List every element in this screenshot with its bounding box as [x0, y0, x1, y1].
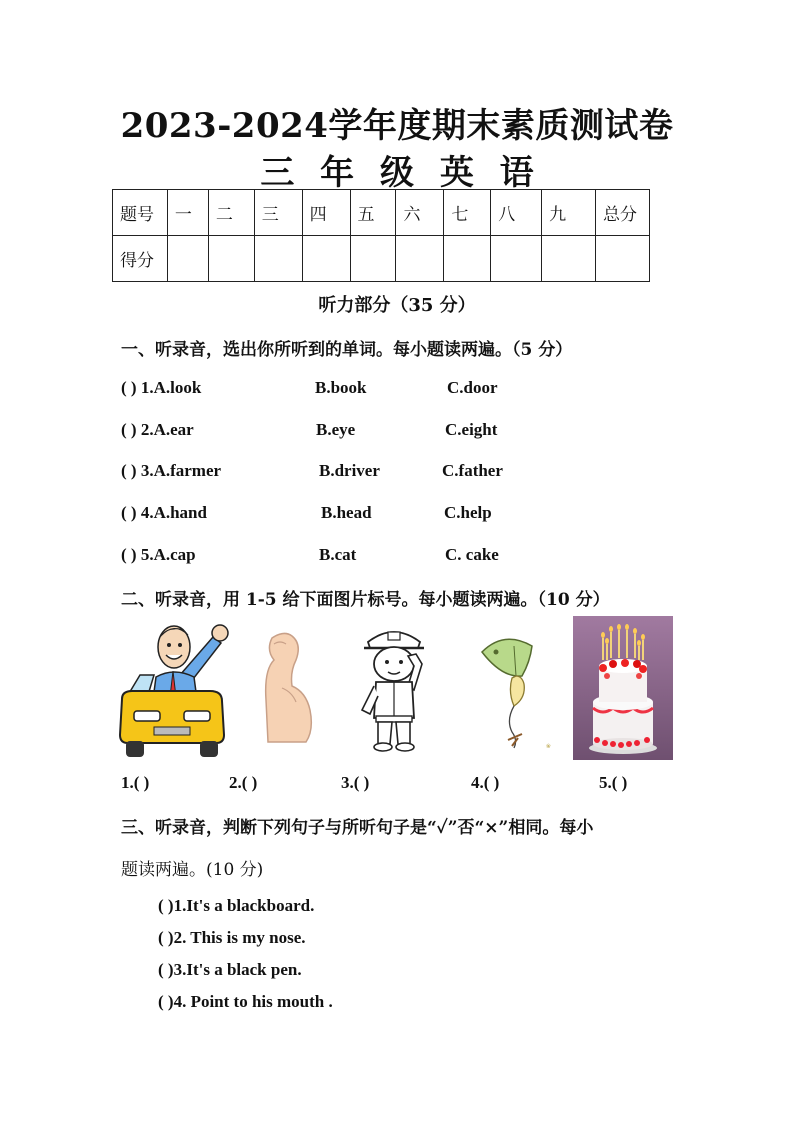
score-cell[interactable]: [444, 236, 491, 282]
listening-section-heading: 听力部分（35 分）: [318, 295, 476, 316]
score-cell[interactable]: [302, 236, 350, 282]
score-table: [112, 189, 650, 282]
table-cell: 八: [491, 190, 542, 236]
flexed-arm-picture: [262, 630, 314, 746]
part1-heading: 一、听录音，选出你所听到的单词。每小题读两遍。（5 分）: [121, 340, 573, 360]
part1-item-3-c: C.father: [442, 461, 503, 480]
kite-picture: [478, 632, 560, 756]
part1-item-5-c: C. cake: [445, 545, 499, 564]
part1-item-1-a: ( ) 1.A.look: [121, 378, 202, 397]
saluting-child-picture: [354, 620, 434, 752]
table-cell: 题号: [113, 190, 168, 236]
birthday-cake-picture: [573, 616, 673, 760]
table-cell: 九: [542, 190, 596, 236]
table-cell: 六: [396, 190, 444, 236]
picture-label-3: 3.( ): [341, 773, 370, 792]
score-cell[interactable]: [167, 236, 208, 282]
part3-heading-line2: 题读两遍。(10 分): [121, 860, 264, 880]
exam-title: 2023-2024学年度期末素质测试卷: [120, 106, 674, 146]
score-cell[interactable]: [491, 236, 542, 282]
part1-item-4-b: B.head: [321, 503, 372, 522]
part1-item-4-c: C.help: [444, 503, 492, 522]
score-cell[interactable]: [542, 236, 596, 282]
part3-sentence-4: ( )4. Point to his mouth .: [158, 992, 333, 1011]
picture-label-1: 1.( ): [121, 773, 150, 792]
svg-text:❀: ❀: [546, 743, 552, 750]
part1-item-4-a: ( ) 4.A.hand: [121, 503, 207, 522]
part3-sentence-3: ( )3.It's a black pen.: [158, 960, 302, 979]
part1-item-1-b: B.book: [315, 378, 367, 397]
table-cell: 总分: [596, 190, 650, 236]
part1-item-1-c: C.door: [447, 378, 498, 397]
table-cell: 得分: [113, 236, 168, 282]
table-cell: 七: [444, 190, 491, 236]
part1-item-5-b: B.cat: [319, 545, 357, 564]
part1-item-2-a: ( ) 2.A.ear: [121, 420, 194, 439]
score-cell[interactable]: [350, 236, 396, 282]
score-table-header-row: [113, 190, 650, 236]
table-cell: 三: [254, 190, 302, 236]
driver-in-car-picture: [118, 617, 236, 760]
part1-item-3-b: B.driver: [319, 461, 380, 480]
part1-item-2-c: C.eight: [445, 420, 498, 439]
picture-label-5: 5.( ): [599, 773, 628, 792]
part1-item-3-a: ( ) 3.A.farmer: [121, 461, 222, 480]
exam-subtitle: 三 年 级 英 语: [260, 153, 534, 193]
part1-item-2-b: B.eye: [316, 420, 356, 439]
part2-heading: 二、听录音，用 1-5 给下面图片标号。每小题读两遍。（10 分）: [121, 590, 610, 610]
table-cell: 一: [167, 190, 208, 236]
part3-sentence-1: ( )1.It's a blackboard.: [158, 896, 315, 915]
part3-heading-line1: 三、听录音，判断下列句子与所听句子是“✓”否“×”相同。每小: [121, 818, 594, 838]
picture-label-4: 4.( ): [471, 773, 500, 792]
table-cell: 二: [208, 190, 254, 236]
score-cell[interactable]: [254, 236, 302, 282]
score-cell[interactable]: [208, 236, 254, 282]
score-table-score-row: [113, 236, 650, 282]
score-cell[interactable]: [596, 236, 650, 282]
part1-item-5-a: ( ) 5.A.cap: [121, 545, 196, 564]
table-cell: 五: [350, 190, 396, 236]
part3-sentence-2: ( )2. This is my nose.: [158, 928, 306, 947]
picture-label-2: 2.( ): [229, 773, 258, 792]
table-cell: 四: [302, 190, 350, 236]
score-cell[interactable]: [396, 236, 444, 282]
